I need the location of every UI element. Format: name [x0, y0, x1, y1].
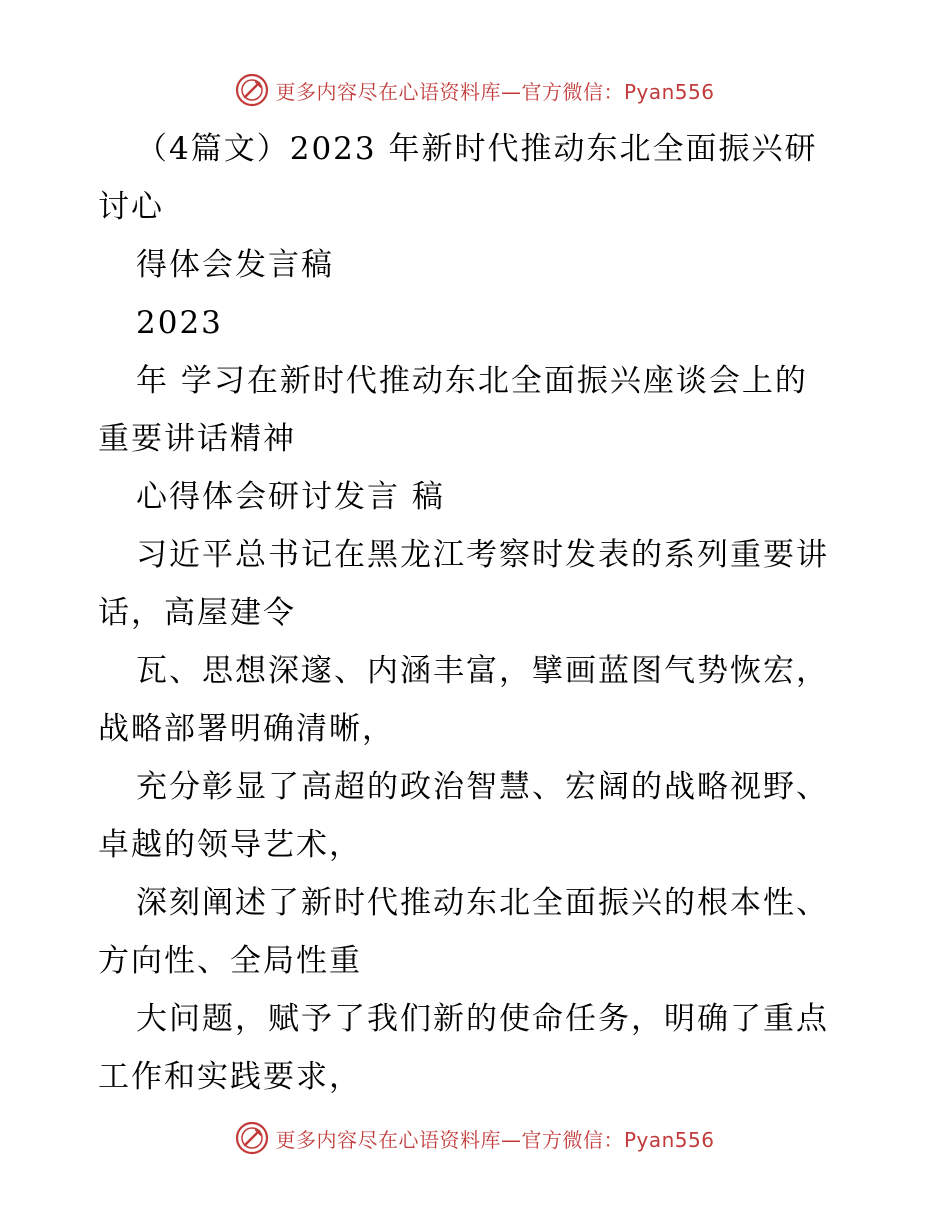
- document-line: 话，高屋建令: [98, 595, 296, 631]
- document-line: 重要讲话精神: [98, 421, 296, 457]
- document-line: 大问题，赋予了我们新的使命任务，明确了重点: [136, 1001, 829, 1037]
- footer-banner: [0, 1118, 950, 1158]
- document-line: 方向性、全局性重: [98, 943, 362, 979]
- document-line: 深刻阐述了新时代推动东北全面振兴的根本性、: [136, 885, 829, 921]
- document-line: 瓦、思想深邃、内涵丰富，擘画蓝图气势恢宏，: [136, 653, 829, 689]
- document-line: 卓越的领导艺术，: [98, 827, 362, 863]
- document-line: 年 学习在新时代推动东北全面振兴座谈会上的: [136, 363, 808, 399]
- document-line: 习近平总书记在黑龙江考察时发表的系列重要讲: [136, 537, 829, 573]
- document-line: 得体会发言稿: [136, 247, 334, 283]
- seal-logo-icon: [235, 1121, 269, 1155]
- banner-text: 更多内容尽在心语资料库—官方微信：Pyan556: [275, 1127, 715, 1152]
- document-body: [98, 120, 858, 1106]
- document-line: 工作和实践要求，: [98, 1059, 362, 1095]
- document-line: 战略部署明确清晰，: [98, 711, 395, 747]
- document-line: 充分彰显了高超的政治智慧、宏阔的战略视野、: [136, 769, 829, 805]
- document-line: 2023: [136, 305, 223, 341]
- document-line: 心得体会研讨发言 稿: [136, 479, 445, 515]
- document-line: 讨心: [98, 189, 164, 225]
- header-banner: [0, 70, 950, 110]
- seal-logo-icon: [235, 73, 269, 107]
- document-line: （4篇文）2023 年新时代推动东北全面振兴研: [136, 131, 818, 167]
- banner-text: 更多内容尽在心语资料库—官方微信：Pyan556: [275, 79, 715, 104]
